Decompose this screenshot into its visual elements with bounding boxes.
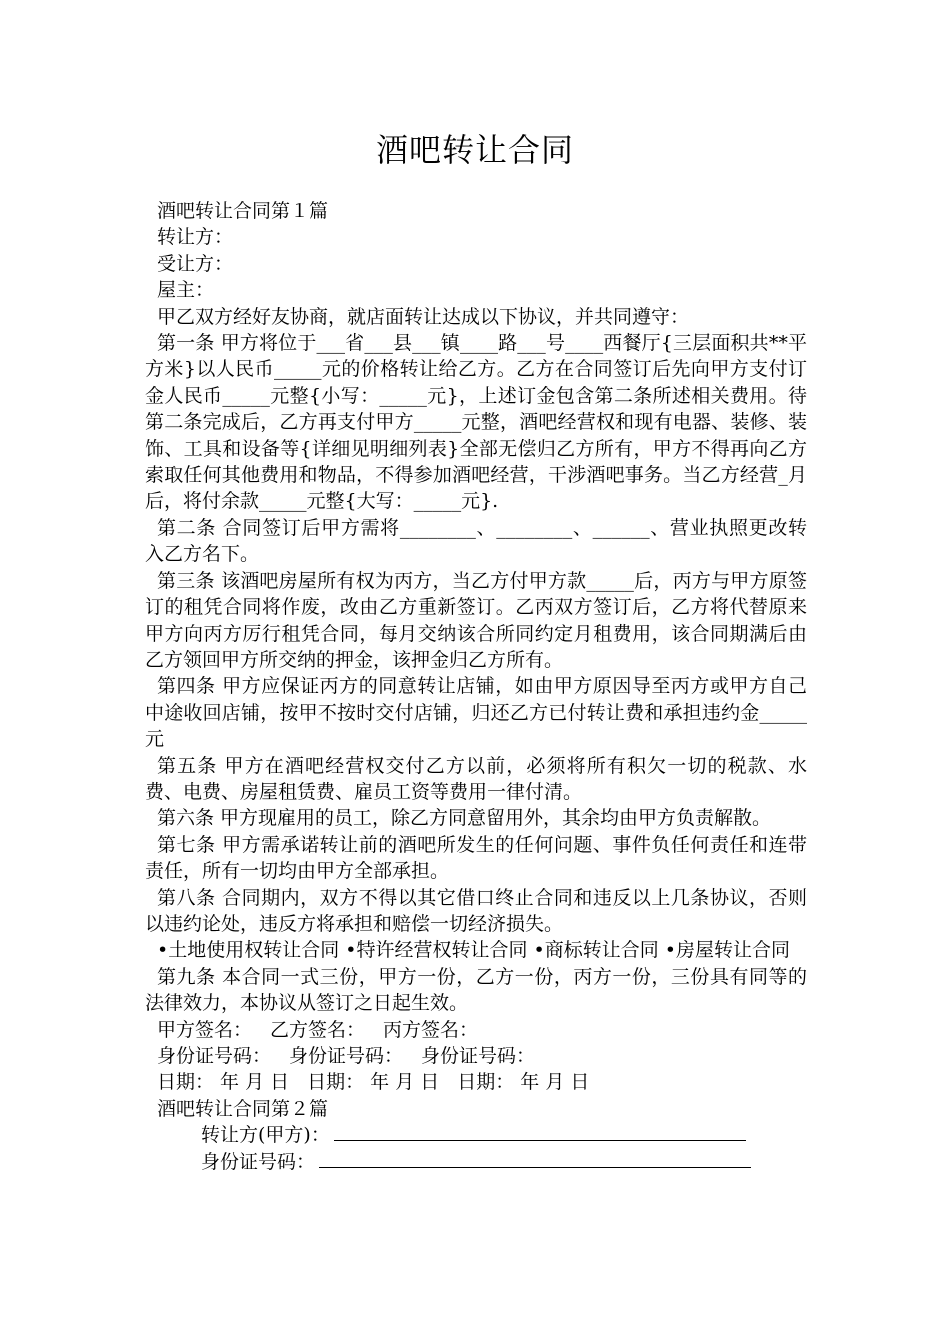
party-c-id-label: 身份证号码： (421, 1045, 536, 1067)
landlord-label: 屋主： (157, 279, 215, 302)
party-c-signature-label: 丙方签名： (383, 1018, 479, 1041)
article-5: 第五条 甲方在酒吧经营权交付乙方以前，必须将所有积欠一切的税款、水费、电费、房屋租赁费、雇员工资等费用一律付清。 (145, 754, 807, 803)
article-7: 第七条 甲方需承诺转让前的酒吧所发生的任何问题、事件负任何责任和连带责任，所有一切均由甲方全部承担。 (145, 833, 807, 883)
document-title: 酒吧转让合同 (375, 131, 574, 169)
party-a-date-label: 日期： 年 月 日 (157, 1071, 290, 1094)
party-b-date-label: 日期： 年 月 日 (307, 1071, 440, 1094)
article-9: 第九条 本合同一式三份，甲方一份，乙方一份，丙方一份，三份具有同等的法律效力，本协议从签订之日起生效。 (145, 965, 807, 1015)
part2-heading: 酒吧转让合同第２篇 (157, 1097, 329, 1120)
party-a-id-label: 身份证号码： (157, 1045, 272, 1067)
article-1: 第一条 甲方将位于___省___县___镇____路___号____西餐厅{三层面积共**平方米}以人民币_____元的价格转让给乙方。乙方在合同签订后先向甲方支付订金人民币_____元整{小写：_____元}，上述订金包含第二条所述相关费用。待第二条完成后，乙方再支付甲方_____元整，酒吧经营权和现有电器、装修、装饰、工具和设备等{详细见明细列表}全部无偿归乙方所有，甲方不得再向乙方索取任何其他费用和物品，不得参加酒吧经营，干涉酒吧事务。当乙方经营_月后，将付余款_____元整{大写：_____元}. (145, 332, 807, 513)
party-b-id-label: 身份证号码： (289, 1045, 404, 1067)
transferor-label: 转让方： (157, 226, 234, 249)
related-contract-links[interactable]: •土地使用权转让合同 •特许经营权转让合同 •商标转让合同 •房屋转让合同 (157, 939, 790, 962)
article-2: 第二条 合同签订后甲方需将________、________、______、营业执照更改转入乙方名下。 (145, 516, 807, 566)
part2-transferor-blank (334, 1122, 746, 1141)
document-body (145, 198, 807, 1175)
article-6: 第六条 甲方现雇用的员工，除乙方同意留用外，其余均由甲方负责解散。 (157, 807, 772, 830)
party-c-date-label: 日期： 年 月 日 (457, 1071, 590, 1094)
part2-id-row (145, 1149, 807, 1175)
part2-transferor-label: 转让方(甲方)： (201, 1124, 330, 1147)
article-3: 第三条 该酒吧房屋所有权为丙方，当乙方付甲方款_____后，丙方与甲方原签订的租凭合同将作废，改由乙方重新签订。乙丙双方签订后，乙方将代替原来甲方向丙方厉行租凭合同，每月交纳该合所同约定月租费用，该合同期满后由乙方领回甲方所交纳的押金，该押金归乙方所有。 (145, 569, 807, 671)
party-b-signature-label: 乙方签名： (270, 1018, 366, 1041)
date-row (145, 1069, 807, 1095)
transferee-label: 受让方： (157, 252, 234, 275)
part2-transferor-row (145, 1122, 807, 1148)
part2-id-label: 身份证号码： (201, 1150, 316, 1173)
article-8: 第八条 合同期内，双方不得以其它借口终止合同和违反以上几条协议，否则以违约论处，违反方将承担和赔偿一切经济损失。 (145, 886, 807, 935)
intro-paragraph: 甲乙双方经好友协商，就店面转让达成以下协议，并共同遵守： (157, 305, 690, 328)
party-a-signature-label: 甲方签名： (157, 1018, 253, 1041)
part2-id-blank (319, 1149, 751, 1168)
id-number-row (145, 1043, 807, 1069)
part1-heading: 酒吧转让合同第１篇 (157, 200, 329, 222)
article-4: 第四条 甲方应保证丙方的同意转让店铺，如由甲方原因导至丙方或甲方自己中途收回店铺，按甲不按时交付店铺，归还乙方已付转让费和承担违约金_____元 (145, 675, 807, 751)
signature-row (145, 1017, 807, 1043)
